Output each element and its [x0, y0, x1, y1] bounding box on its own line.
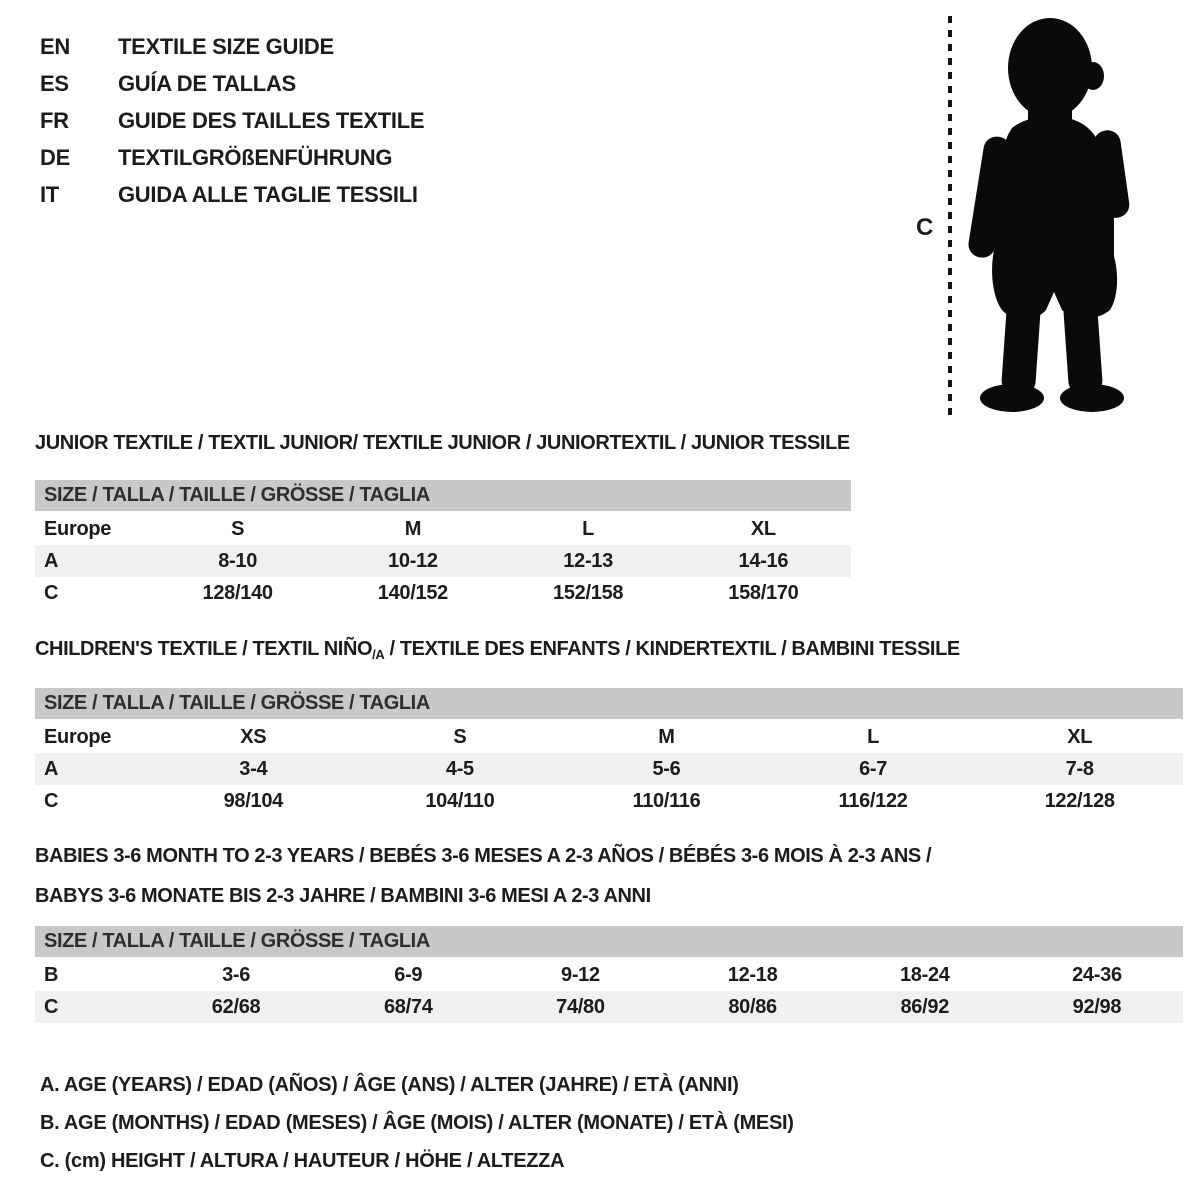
height-cell: 152/158: [553, 581, 624, 604]
age-cell: 5-6: [652, 757, 681, 780]
age-cell: 18-24: [899, 963, 950, 986]
language-row-it: [40, 176, 424, 213]
age-cell: 10-12: [388, 549, 438, 572]
language-code: ES: [40, 70, 69, 96]
legend-age-months: B. AGE (MONTHS) / EDAD (MESES) / ÂGE (MOIS) / ALTER (MONATE) / ETÀ (MESI): [40, 1112, 794, 1134]
height-cell: 128/140: [202, 581, 273, 604]
language-code: FR: [40, 107, 69, 133]
language-row-en: [40, 28, 424, 65]
children-section: [35, 638, 1183, 820]
children-size-header: SIZE / TALLA / TAILLE / GRÖSSE / TAGLIA: [35, 688, 1183, 719]
junior-size-table: [35, 480, 851, 609]
guide-title-de: TEXTILGRÖßENFÜHRUNG: [118, 144, 393, 170]
row-label: Europe: [44, 517, 112, 540]
age-cell: 7-8: [1065, 757, 1094, 780]
language-code: DE: [40, 144, 70, 170]
table-row: [35, 513, 851, 545]
age-cell: 3-6: [222, 963, 251, 986]
junior-size-header: SIZE / TALLA / TAILLE / GRÖSSE / TAGLIA: [35, 480, 851, 511]
row-label: Europe: [44, 725, 112, 748]
language-code: EN: [40, 33, 70, 59]
babies-size-table: [35, 926, 1183, 1023]
table-row: [35, 577, 851, 609]
table-row: [35, 721, 1183, 753]
row-label: A: [44, 757, 59, 780]
table-row: [35, 753, 1183, 785]
babies-section-title-line1: BABIES 3-6 MONTH TO 2-3 YEARS / BEBÉS 3-6 MESES A 2-3 AÑOS / BÉBÉS 3-6 MOIS À 2-3 ANS /: [35, 845, 932, 867]
height-cell: 74/80: [556, 995, 605, 1018]
language-row-de: [40, 139, 424, 176]
age-cell: 6-9: [394, 963, 423, 986]
age-cell: 3-4: [239, 757, 268, 780]
language-code: IT: [40, 181, 59, 207]
age-cell: 12-18: [727, 963, 778, 986]
height-cell: 140/152: [377, 581, 448, 604]
children-section-title: [35, 638, 1183, 662]
height-cell: 122/128: [1044, 789, 1115, 812]
size-cell: M: [404, 517, 422, 540]
table-row: [35, 991, 1183, 1023]
guide-title-es: GUÍA DE TALLAS: [118, 70, 296, 96]
age-cell: 12-13: [563, 549, 613, 572]
size-cell: L: [582, 517, 595, 540]
language-row-fr: [40, 102, 424, 139]
size-cell: XL: [750, 517, 776, 540]
children-title-sub: /A: [372, 647, 385, 662]
age-cell: 24-36: [1072, 963, 1122, 986]
children-title-main: CHILDREN'S TEXTILE / TEXTIL NIÑO: [35, 638, 373, 660]
height-measure-line: [948, 16, 952, 416]
size-cell: M: [658, 725, 675, 748]
height-cell: 116/122: [838, 789, 908, 812]
measure-legend: [40, 1066, 794, 1180]
height-cell: 92/98: [1072, 995, 1122, 1018]
children-size-table: [35, 688, 1183, 817]
height-cell: 158/170: [728, 581, 799, 604]
row-label: C: [44, 581, 59, 604]
junior-section: [35, 432, 851, 612]
size-cell: S: [231, 517, 245, 540]
babies-section: [35, 845, 1183, 1027]
age-cell: 14-16: [738, 549, 789, 572]
table-row: [35, 959, 1183, 991]
table-row: [35, 785, 1183, 817]
babies-size-header: SIZE / TALLA / TAILLE / GRÖSSE / TAGLIA: [35, 926, 1183, 957]
guide-title-fr: GUIDE DES TAILLES TEXTILE: [118, 107, 425, 133]
language-title-list: [40, 28, 424, 213]
children-title-rest: / TEXTILE DES ENFANTS / KINDERTEXTIL / BAMBINI TESSILE: [384, 638, 960, 660]
row-label: C: [44, 995, 59, 1018]
language-row-es: [40, 65, 424, 102]
babies-section-title-line2: BABYS 3-6 MONATE BIS 2-3 JAHRE / BAMBINI 3-6 MESI A 2-3 ANNI: [35, 885, 651, 907]
guide-title-en: TEXTILE SIZE GUIDE: [118, 33, 334, 59]
size-cell: XS: [240, 725, 267, 748]
guide-title-it: GUIDA ALLE TAGLIE TESSILI: [118, 181, 418, 207]
age-cell: 6-7: [859, 757, 888, 780]
row-label: A: [44, 549, 59, 572]
height-cell: 86/92: [900, 995, 950, 1018]
size-cell: L: [867, 725, 880, 748]
age-cell: 4-5: [445, 757, 474, 780]
height-cell: 98/104: [223, 789, 283, 812]
toddler-silhouette-icon: [962, 10, 1142, 418]
row-label: C: [44, 789, 59, 812]
height-measure-label: C: [916, 214, 934, 241]
age-cell: 8-10: [218, 549, 258, 572]
legend-height-cm: C. (cm) HEIGHT / ALTURA / HAUTEUR / HÖHE / ALTEZZA: [40, 1150, 565, 1172]
height-cell: 80/86: [728, 995, 777, 1018]
height-cell: 68/74: [383, 995, 433, 1018]
height-cell: 110/116: [632, 789, 701, 812]
size-cell: XL: [1067, 725, 1093, 748]
height-cell: 62/68: [211, 995, 261, 1018]
age-cell: 9-12: [561, 963, 600, 986]
table-row: [35, 545, 851, 577]
junior-section-title: JUNIOR TEXTILE / TEXTIL JUNIOR/ TEXTILE JUNIOR / JUNIORTEXTIL / JUNIOR TESSILE: [35, 432, 850, 454]
legend-age-years: A. AGE (YEARS) / EDAD (AÑOS) / ÂGE (ANS) / ALTER (JAHRE) / ETÀ (ANNI): [40, 1074, 739, 1096]
height-cell: 104/110: [425, 789, 495, 812]
size-cell: S: [453, 725, 467, 748]
row-label: B: [44, 963, 59, 986]
